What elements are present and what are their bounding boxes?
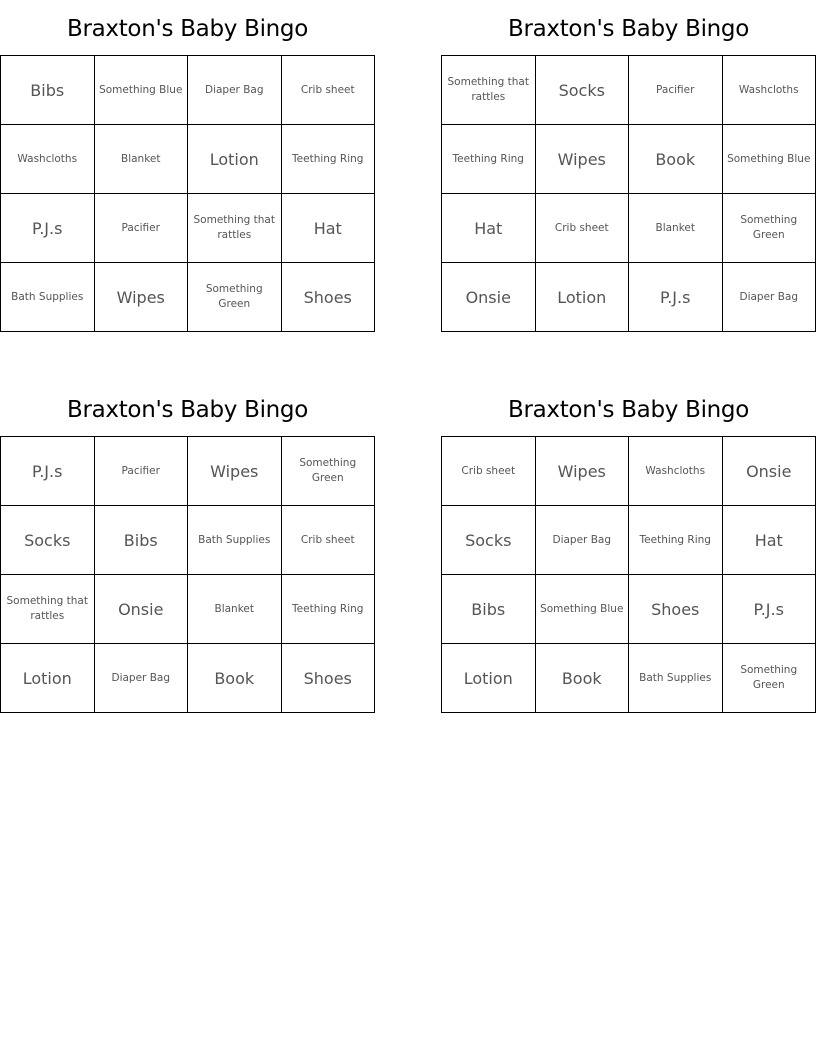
card-title: Braxton's Baby Bingo [507, 397, 750, 423]
bingo-row [1, 194, 375, 263]
bingo-cell: Bath Supplies [1, 263, 95, 332]
bingo-cell: Something that rattles [188, 194, 282, 263]
bingo-cell: Something that rattles [1, 575, 95, 644]
bingo-grid [441, 55, 816, 332]
bingo-cell: Lotion [1, 644, 95, 713]
bingo-cell: P.J.s [1, 194, 95, 263]
bingo-cell: P.J.s [1, 437, 95, 506]
bingo-cell: Blanket [629, 194, 723, 263]
bingo-card-4 [441, 381, 816, 713]
bingo-row [1, 263, 375, 332]
bingo-cell: Teething Ring [281, 125, 375, 194]
bingo-card-2 [441, 0, 816, 332]
bingo-cell: Pacifier [94, 194, 188, 263]
bingo-cell: Onsie [722, 437, 816, 506]
bingo-row [1, 437, 375, 506]
bingo-cell: Wipes [188, 437, 282, 506]
bingo-card-1 [0, 0, 375, 332]
bingo-cell: Wipes [535, 125, 629, 194]
bingo-cell: Book [188, 644, 282, 713]
bingo-cell: Socks [535, 56, 629, 125]
bingo-cell: Onsie [442, 263, 536, 332]
bingo-card-3 [0, 381, 375, 713]
bingo-cell: Pacifier [94, 437, 188, 506]
bingo-row [442, 56, 816, 125]
bingo-cell: P.J.s [722, 575, 816, 644]
bingo-cell: Blanket [188, 575, 282, 644]
bingo-row [442, 263, 816, 332]
bingo-row [442, 644, 816, 713]
bingo-cell: Diaper Bag [94, 644, 188, 713]
bingo-cell: Something Blue [94, 56, 188, 125]
bingo-cell: Wipes [535, 437, 629, 506]
bingo-cell: P.J.s [629, 263, 723, 332]
bingo-cell: Onsie [94, 575, 188, 644]
bingo-cell: Something that rattles [442, 56, 536, 125]
bingo-cell: Hat [281, 194, 375, 263]
bingo-cell: Bibs [442, 575, 536, 644]
bingo-cell: Washcloths [629, 437, 723, 506]
bingo-row [442, 194, 816, 263]
bingo-row [442, 575, 816, 644]
bingo-cell: Teething Ring [281, 575, 375, 644]
bingo-cell: Something Green [722, 194, 816, 263]
bingo-cell: Teething Ring [629, 506, 723, 575]
bingo-cell: Lotion [442, 644, 536, 713]
bingo-grid [0, 55, 375, 332]
bingo-row [1, 56, 375, 125]
bingo-cell: Something Green [722, 644, 816, 713]
bingo-cell: Pacifier [629, 56, 723, 125]
bingo-cell: Washcloths [722, 56, 816, 125]
bingo-row [1, 644, 375, 713]
bingo-cell: Bath Supplies [629, 644, 723, 713]
bingo-row [442, 437, 816, 506]
bingo-cell: Bibs [1, 56, 95, 125]
bingo-row [442, 506, 816, 575]
bingo-cell: Wipes [94, 263, 188, 332]
bingo-cell: Something Green [281, 437, 375, 506]
bingo-cell: Diaper Bag [535, 506, 629, 575]
bingo-cell: Blanket [94, 125, 188, 194]
bingo-grid [0, 436, 375, 713]
bingo-row [1, 125, 375, 194]
card-title: Braxton's Baby Bingo [507, 16, 750, 42]
bingo-cell: Something Blue [722, 125, 816, 194]
bingo-cell: Book [629, 125, 723, 194]
bingo-cell: Hat [722, 506, 816, 575]
bingo-cell: Lotion [188, 125, 282, 194]
bingo-cell: Socks [442, 506, 536, 575]
bingo-cell: Diaper Bag [722, 263, 816, 332]
bingo-cell: Crib sheet [281, 506, 375, 575]
bingo-cell: Book [535, 644, 629, 713]
bingo-grid [441, 436, 816, 713]
bingo-cell: Shoes [281, 644, 375, 713]
bingo-cell: Crib sheet [442, 437, 536, 506]
bingo-cell: Crib sheet [535, 194, 629, 263]
bingo-cell: Washcloths [1, 125, 95, 194]
bingo-cell: Something Blue [535, 575, 629, 644]
bingo-cell: Socks [1, 506, 95, 575]
bingo-cell: Bath Supplies [188, 506, 282, 575]
bingo-cell: Hat [442, 194, 536, 263]
bingo-cell: Bibs [94, 506, 188, 575]
bingo-cell: Teething Ring [442, 125, 536, 194]
card-title: Braxton's Baby Bingo [66, 16, 309, 42]
bingo-cell: Lotion [535, 263, 629, 332]
bingo-cell: Crib sheet [281, 56, 375, 125]
bingo-row [1, 575, 375, 644]
bingo-cell: Something Green [188, 263, 282, 332]
bingo-row [1, 506, 375, 575]
bingo-cell: Shoes [629, 575, 723, 644]
card-title: Braxton's Baby Bingo [66, 397, 309, 423]
bingo-cell: Shoes [281, 263, 375, 332]
bingo-row [442, 125, 816, 194]
bingo-cell: Diaper Bag [188, 56, 282, 125]
